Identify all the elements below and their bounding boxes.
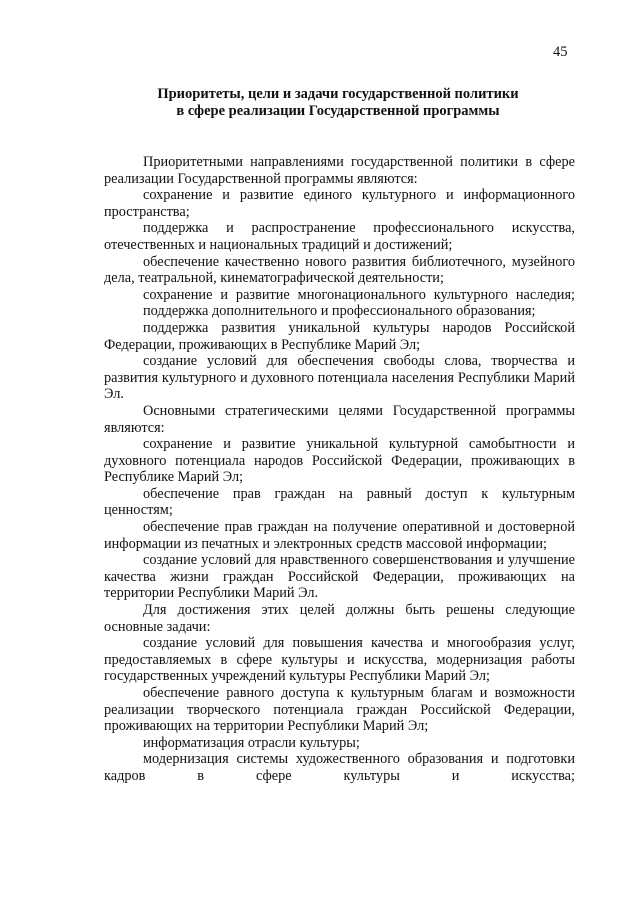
paragraph-priority-3: обеспечение качественно нового развития библиотечного, музейного дела, театральной, кинематографической деятельности; <box>104 253 575 287</box>
paragraph-priority-1: сохранение и развитие единого культурного и информационного пространства; <box>104 187 575 220</box>
paragraph-goal-1: сохранение и развитие уникальной культурной самобытности и духовного потенциала народов Российской Федерации, проживающих в Республике Марий Эл; <box>104 436 575 486</box>
paragraph-task-3: информатизация отрасли культуры; <box>143 734 360 751</box>
paragraph-priorities-intro: Приоритетными направлениями государственной политики в сфере реализации Государственной программы являются: <box>104 154 575 187</box>
paragraph-task-1: создание условий для повышения качества и многообразия услуг, предоставляемых в сфере культуры и искусства, модернизация работы государственных учреждений культуры Республики Марий Эл; <box>104 635 575 685</box>
paragraph-priority-7: создание условий для обеспечения свободы слова, творчества и развития культурного и духовного потенциала населения Республики Марий Эл. <box>104 353 575 403</box>
body-text <box>104 154 575 785</box>
section-title-line-2: в сфере реализации Государственной программы <box>176 102 500 119</box>
paragraph-task-4: модернизация системы художественного образования и подготовки кадров в сфере культуры и искусства; <box>104 751 575 784</box>
paragraph-priority-6: поддержка развития уникальной культуры народов Российской Федерации, проживающих в Республике Марий Эл; <box>104 319 575 353</box>
paragraph-priority-2: поддержка и распространение профессионального искусства, отечественных и национальных традиций и достижений; <box>104 220 575 253</box>
paragraph-priority-4: сохранение и развитие многонационального культурного наследия; <box>143 286 575 303</box>
paragraph-goal-3: обеспечение прав граждан на получение оперативной и достоверной информации из печатных и электронных средств массовой информации; <box>104 519 575 552</box>
section-title <box>100 86 576 119</box>
section-title-line-1: Приоритеты, цели и задачи государственной политики <box>157 86 519 102</box>
paragraph-goals-intro: Основными стратегическими целями Государственной программы являются: <box>104 402 575 436</box>
paragraph-tasks-intro: Для достижения этих целей должны быть решены следующие основные задачи: <box>104 602 575 635</box>
paragraph-priority-5: поддержка дополнительного и профессионального образования; <box>143 303 536 320</box>
paragraph-goal-2: обеспечение прав граждан на равный доступ к культурным ценностям; <box>104 485 575 519</box>
paragraph-goal-4: создание условий для нравственного совершенствования и улучшение качества жизни граждан Российской Федерации, проживающих на территории Республики Марий Эл. <box>104 552 575 602</box>
page-number: 45 <box>553 44 568 60</box>
paragraph-task-2: обеспечение равного доступа к культурным благам и возможности реализации творческого потенциала граждан Российской Федерации, проживающих на территории Республики Марий Эл; <box>104 685 575 735</box>
